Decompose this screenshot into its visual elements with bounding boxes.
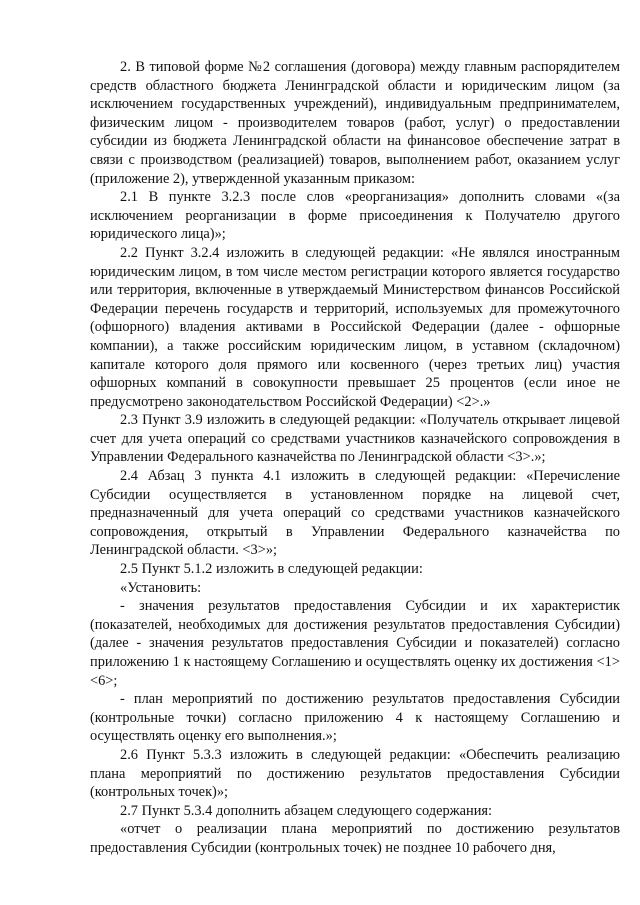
paragraph-action-plan: - план мероприятий по достижению результатов предоставления Субсидии (контрольные точки) согласно приложению 4 к настоящему Соглашению и осуществлять оценку его выполнения.»;: [90, 691, 620, 745]
paragraph-2-6: 2.6 Пункт 5.3.3 изложить в следующей редакции: «Обеспечить реализацию плана мероприятий по достижению результатов предоставления Субсидии (контрольных точек)»;: [90, 746, 620, 801]
paragraph-2-7: 2.7 Пункт 5.3.4 дополнить абзацем следующего содержания:: [120, 802, 493, 819]
paragraph-2-1: 2.1 В пункте 3.2.3 после слов «реорганизация» дополнить словами «(за исключением реорганизации в форме присоединения к Получателю другого юридического лица)»;: [90, 189, 620, 243]
paragraph-2-3: 2.3 Пункт 3.9 изложить в следующей редакции: «Получатель открывает лицевой счет для учета операций со средствами участников казначейского сопровождения в Управлении Федерального казначейства по Ленинградской области <3>.»;: [90, 412, 620, 466]
paragraph-2: 2. В типовой форме №2 соглашения (договора) между главным распорядителем средств областного бюджета Ленинградской области и юридическим лицом (за исключением государственных учреждений), индивидуальным предпринимателем, физическим лицом - производителем товаров (работ, услуг) о предоставлении субсидии из бюджета Ленинградской области на финансовое обеспечение затрат в связи с производством (реализацией) товаров, выполнением работ, оказанием услуг (приложение 2), утвержденной указанным приказом:: [90, 59, 620, 187]
paragraph-2-2: 2.2 Пункт 3.2.4 изложить в следующей редакции: «Не являлся иностранным юридическим лицом, в том числе местом регистрации которого является государство или территория, включенные в утверждаемый Министерством финансов Российской Федерации перечень государств и территорий, используемых для промежуточного (офшорного) владения активами в Российской Федерации (далее - офшорные компании), а также российским юридическим лицом, в уставном (складочном) капитале которого доля прямого или косвенного (через третьих лиц) участия офшорных компаний в совокупности превышает 25 процентов (если иное не предусмотрено законодательством Российской Федерации) <2>.»: [90, 244, 620, 410]
paragraph-2-5: 2.5 Пункт 5.1.2 изложить в следующей редакции:: [120, 561, 423, 578]
paragraph-2-4: 2.4 Абзац 3 пункта 4.1 изложить в следующей редакции: «Перечисление Субсидии осуществляется в установленном порядке на лицевой счет, предназначенный для учета операций со средствами участников казначейского сопровождения, открытый в Управлении Федерального казначейства по Ленинградской области. <3>»;: [90, 468, 620, 559]
document-page: [90, 58, 620, 858]
paragraph-results-values: - значения результатов предоставления Субсидии и их характеристик (показателей, необходимых для достижения результатов предоставления Субсидии) (далее - значения результатов предоставления Субсидии и показателей) согласно приложению 1 к настоящему Соглашению и осуществлять оценку их достижения <1> <6>;: [90, 598, 620, 689]
paragraph-establish: «Установить:: [120, 579, 202, 596]
paragraph-report: «отчет о реализации плана мероприятий по достижению результатов предоставления Субсидии (контрольных точек) не позднее 10 рабочего дня,: [90, 821, 620, 856]
